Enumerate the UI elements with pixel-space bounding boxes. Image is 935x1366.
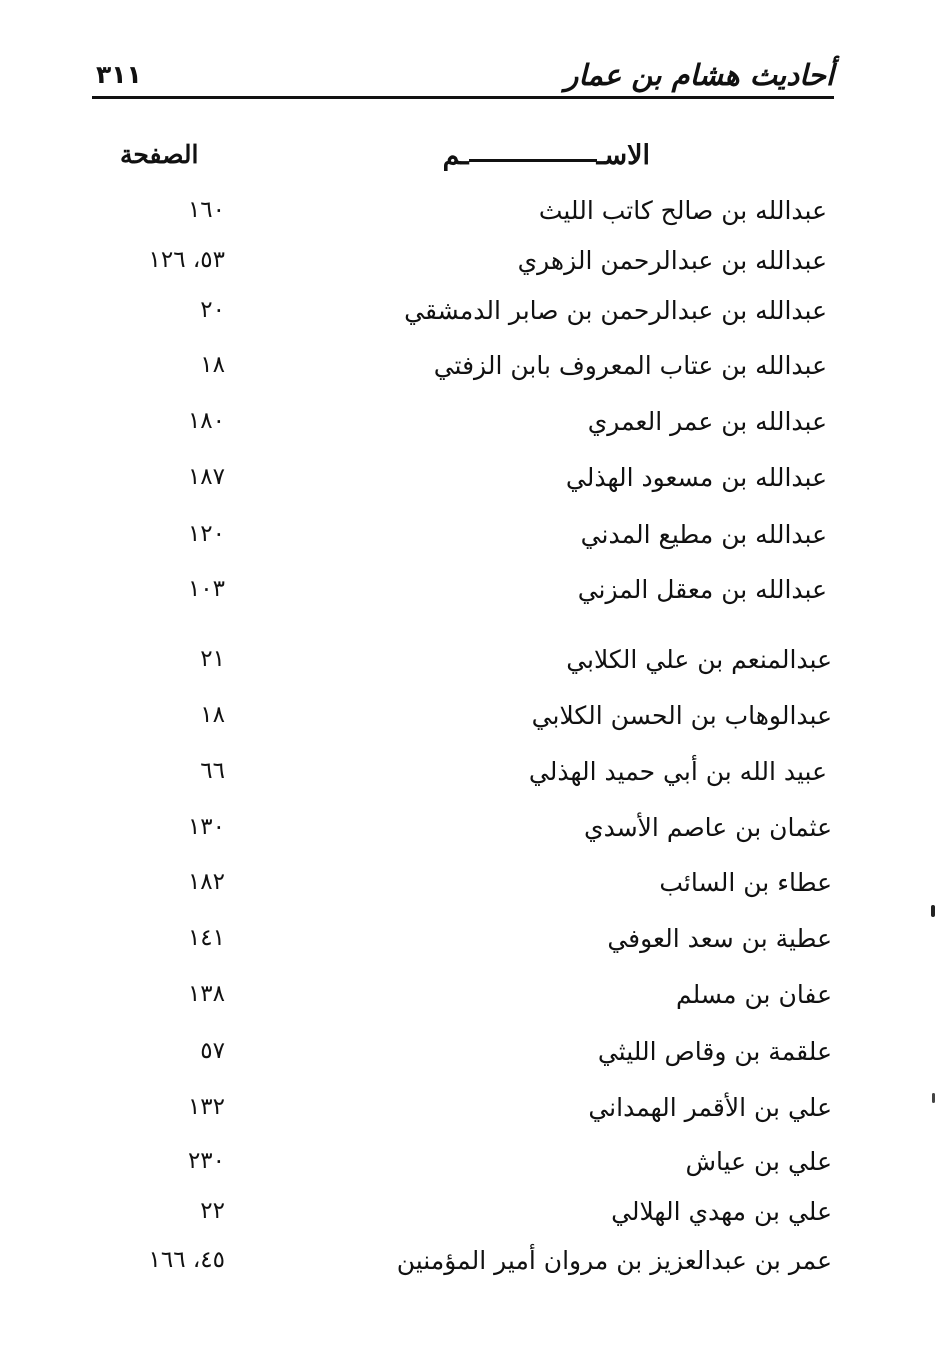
entry-pages: ١٣٢ — [187, 1094, 225, 1120]
entry-pages: ١٤١ — [187, 925, 225, 951]
index-entry — [0, 1246, 935, 1286]
index-entry — [0, 1197, 935, 1237]
entry-pages: ٢١ — [200, 646, 225, 672]
entry-name: عبدالله بن عمر العمري — [587, 407, 827, 436]
index-entry — [0, 196, 935, 236]
index-entry — [0, 463, 935, 503]
entry-name: عبيد الله بن أبي حميد الهذلي — [528, 757, 827, 786]
entry-pages: ١٣٨ — [187, 981, 225, 1007]
entry-pages: ٦٦ — [200, 758, 225, 784]
entry-pages: ١٨٧ — [187, 464, 225, 490]
name-heading-start: الاسـ — [596, 140, 650, 171]
entry-name: علي بن مهدي الهلالي — [611, 1197, 832, 1226]
entry-pages: ١٦٠ — [187, 197, 225, 223]
entry-name: عبدالله بن عبدالرحمن بن صابر الدمشقي — [404, 296, 827, 325]
entry-name: عبدالله بن عبدالرحمن الزهري — [517, 246, 827, 275]
index-entry — [0, 1037, 935, 1077]
index-entry — [0, 645, 935, 685]
entry-pages: ٢٣٠ — [187, 1148, 225, 1174]
index-entry — [0, 246, 935, 286]
entry-pages: ٥٣، ١٢٦ — [148, 247, 225, 273]
entry-name: عبدالله بن مطيع المدني — [580, 520, 827, 549]
entry-name: عطاء بن السائب — [659, 868, 832, 897]
index-entry — [0, 575, 935, 615]
entry-name: علي بن الأقمر الهمداني — [588, 1093, 832, 1122]
entry-name: عبدالله بن عتاب المعروف بابن الزفتي — [433, 351, 827, 380]
name-heading-end: ـم — [442, 140, 469, 171]
index-entry — [0, 351, 935, 391]
entry-name: عمر بن عبدالعزيز بن مروان أمير المؤمنين — [396, 1246, 832, 1275]
index-entry — [0, 520, 935, 560]
entry-pages: ١٨ — [200, 702, 225, 728]
index-entry — [0, 1147, 935, 1187]
entry-name: عطية بن سعد العوفي — [607, 924, 832, 953]
entry-name: علي بن عياش — [685, 1147, 832, 1176]
index-entry — [0, 757, 935, 797]
entry-name: عثمان بن عاصم الأسدي — [584, 813, 832, 842]
entry-name: عبدالله بن مسعود الهذلي — [565, 463, 827, 492]
index-entry — [0, 980, 935, 1020]
entry-name: عبدالوهاب بن الحسن الكلابي — [531, 701, 832, 730]
index-entry — [0, 924, 935, 964]
entry-name: عفان بن مسلم — [675, 980, 832, 1009]
entry-pages: ١٨ — [200, 352, 225, 378]
entry-name: عبدالمنعم بن علي الكلابي — [566, 645, 832, 674]
page-number: ٣١١ — [96, 60, 142, 89]
index-entry — [0, 407, 935, 447]
entry-pages: ٤٥، ١٦٦ — [148, 1247, 225, 1273]
index-entry — [0, 868, 935, 908]
entry-pages: ٥٧ — [200, 1038, 225, 1064]
page-column-heading: الصفحة — [120, 140, 199, 169]
scan-speck — [931, 905, 935, 917]
index-entry — [0, 296, 935, 336]
entry-pages: ١٠٣ — [187, 576, 225, 602]
index-entry — [0, 1093, 935, 1133]
entry-name: عبدالله بن معقل المزني — [577, 575, 827, 604]
entry-name: عبدالله بن صالح كاتب الليث — [538, 196, 827, 225]
entry-pages: ١٢٠ — [187, 521, 225, 547]
entry-name: علقمة بن وقاص الليثي — [597, 1037, 832, 1066]
entry-pages: ٢٢ — [200, 1198, 225, 1224]
entry-pages: ١٣٠ — [187, 814, 225, 840]
running-title: أحاديث هشام بن عمار — [564, 58, 834, 92]
entry-pages: ١٨٠ — [187, 408, 225, 434]
index-entry — [0, 701, 935, 741]
entry-pages: ١٨٢ — [187, 869, 225, 895]
index-entry — [0, 813, 935, 853]
entry-pages: ٢٠ — [200, 297, 225, 323]
